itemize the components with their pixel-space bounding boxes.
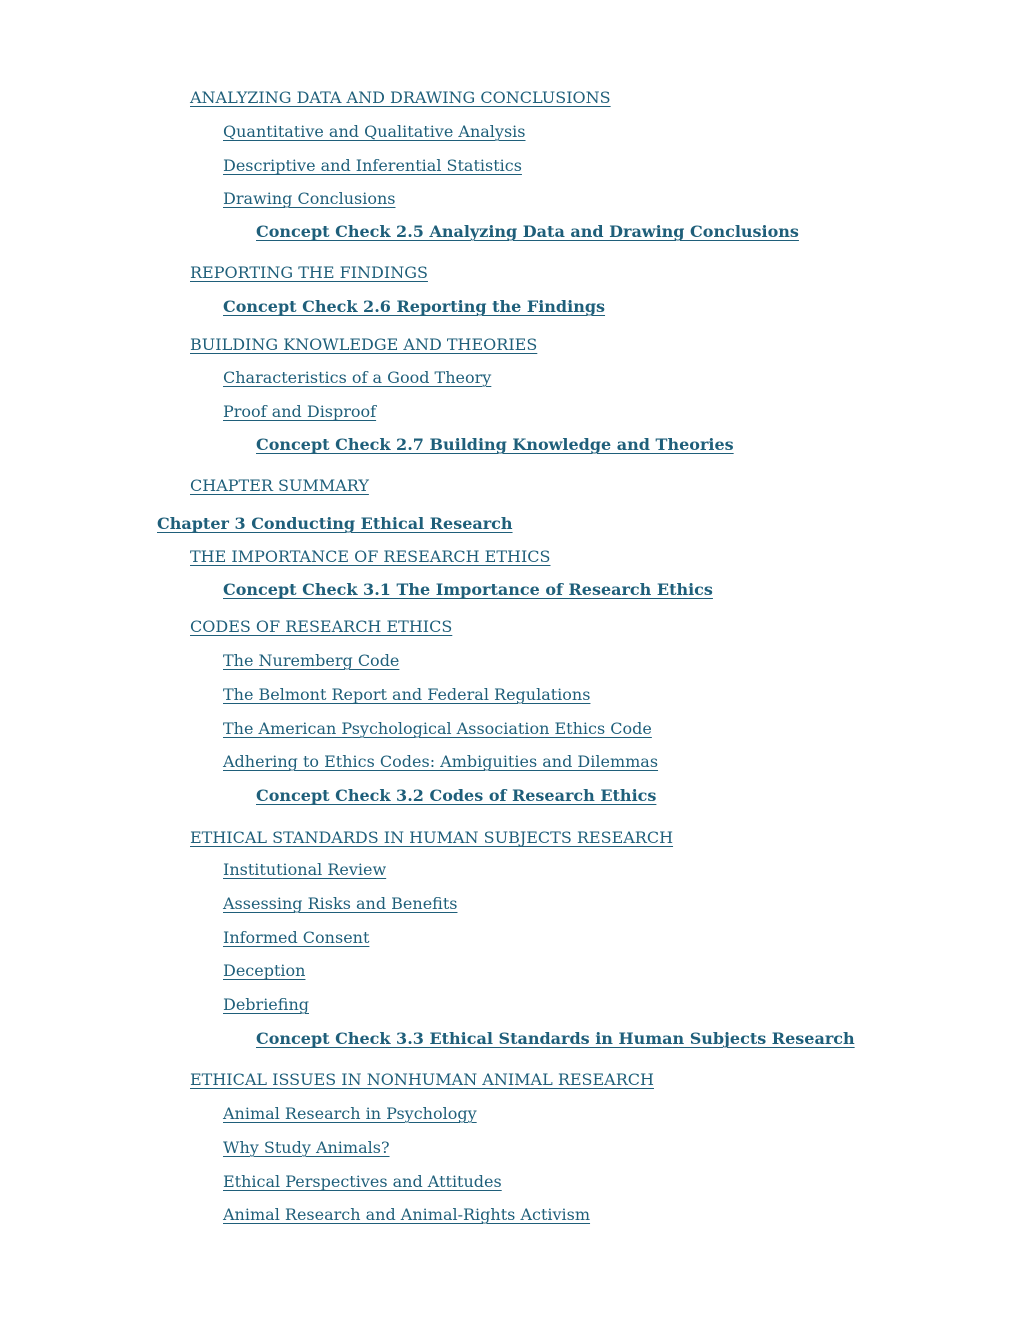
- toc-link-section[interactable]: ETHICAL ISSUES IN NONHUMAN ANIMAL RESEARCH: [190, 1070, 654, 1089]
- toc-link-subsection[interactable]: Deception: [223, 961, 306, 980]
- toc-link-subsection[interactable]: Why Study Animals?: [223, 1138, 390, 1157]
- toc-link-concept-check[interactable]: Concept Check 2.6 Reporting the Findings: [223, 297, 606, 316]
- toc-link-concept-check[interactable]: Concept Check 2.7 Building Knowledge and Theories: [256, 435, 734, 454]
- toc-link-subsection[interactable]: Characteristics of a Good Theory: [223, 368, 492, 387]
- toc-link-section[interactable]: ANALYZING DATA AND DRAWING CONCLUSIONS: [190, 88, 611, 107]
- toc-link-concept-check[interactable]: Concept Check 3.1 The Importance of Research Ethics: [223, 580, 713, 599]
- toc-link-concept-check[interactable]: Concept Check 3.3 Ethical Standards in Human Subjects Research: [256, 1029, 855, 1048]
- toc-link-section[interactable]: BUILDING KNOWLEDGE AND THEORIES: [190, 335, 538, 354]
- toc-link-subsection[interactable]: Animal Research and Animal-Rights Activism: [223, 1205, 591, 1224]
- toc-link-concept-check[interactable]: Concept Check 3.2 Codes of Research Ethics: [256, 786, 657, 805]
- toc-link-subsection[interactable]: Drawing Conclusions: [223, 189, 396, 208]
- toc-link-concept-check[interactable]: Concept Check 2.5 Analyzing Data and Drawing Conclusions: [256, 222, 799, 241]
- toc-link-subsection[interactable]: Descriptive and Inferential Statistics: [223, 156, 522, 175]
- toc-link-subsection[interactable]: Animal Research in Psychology: [223, 1104, 477, 1123]
- toc-link-subsection[interactable]: Ethical Perspectives and Attitudes: [223, 1172, 502, 1191]
- toc-link-section[interactable]: THE IMPORTANCE OF RESEARCH ETHICS: [190, 547, 551, 566]
- toc-link-subsection[interactable]: Institutional Review: [223, 860, 387, 879]
- toc-link-section[interactable]: CODES OF RESEARCH ETHICS: [190, 617, 453, 636]
- toc-link-section[interactable]: ETHICAL STANDARDS IN HUMAN SUBJECTS RESEARCH: [190, 828, 674, 847]
- toc-link-subsection[interactable]: Proof and Disproof: [223, 402, 377, 421]
- toc-link-subsection[interactable]: Quantitative and Qualitative Analysis: [223, 122, 526, 141]
- toc-link-subsection[interactable]: The Belmont Report and Federal Regulations: [223, 685, 591, 704]
- toc-link-section[interactable]: CHAPTER SUMMARY: [190, 476, 369, 495]
- toc-link-section[interactable]: REPORTING THE FINDINGS: [190, 263, 428, 282]
- toc-link-subsection[interactable]: Adhering to Ethics Codes: Ambiguities and Dilemmas: [223, 752, 659, 771]
- toc-link-chapter[interactable]: Chapter 3 Conducting Ethical Research: [157, 514, 513, 533]
- toc-link-subsection[interactable]: Assessing Risks and Benefits: [223, 894, 458, 913]
- toc-link-subsection[interactable]: The American Psychological Association Ethics Code: [223, 719, 652, 738]
- toc-link-subsection[interactable]: Informed Consent: [223, 928, 370, 947]
- toc-link-subsection[interactable]: Debriefing: [223, 995, 309, 1014]
- toc-link-subsection[interactable]: The Nuremberg Code: [223, 651, 400, 670]
